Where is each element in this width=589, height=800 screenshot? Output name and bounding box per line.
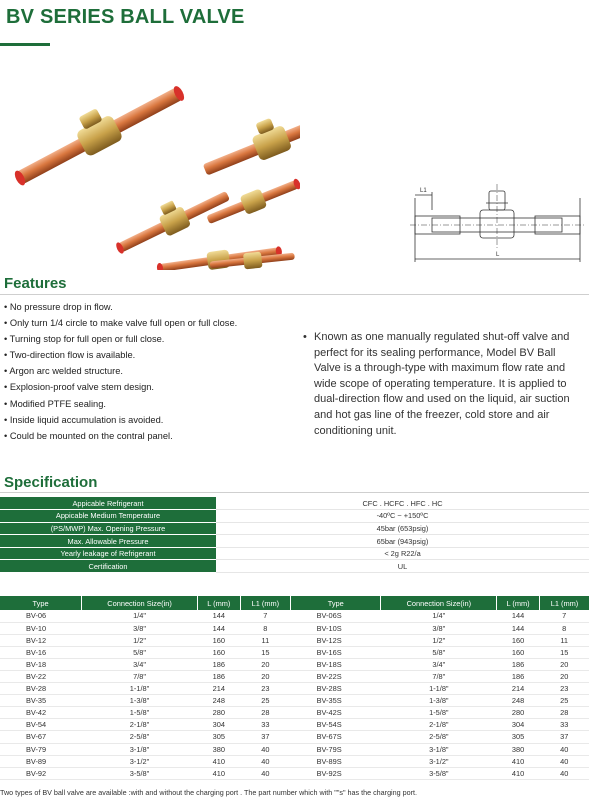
feature-item: • Inside liquid accumulation is avoided.	[4, 412, 237, 428]
spec-row	[0, 510, 589, 523]
table-cell: 280	[497, 707, 540, 719]
table-cell: 1-3/8"	[381, 695, 497, 707]
table-cell: 20	[539, 670, 589, 682]
spec-label: Appicable Medium Temperature	[0, 510, 216, 523]
table-cell: 1-1/8"	[82, 683, 198, 695]
table-cell: 410	[497, 755, 540, 767]
table-cell: BV-28S	[291, 683, 381, 695]
feature-item: • Modified PTFE sealing.	[4, 396, 237, 412]
table-cell: 410	[197, 767, 240, 779]
table-cell: 214	[197, 683, 240, 695]
table-cell: 160	[497, 634, 540, 646]
spec-value: UL	[216, 560, 589, 573]
types-table	[0, 596, 589, 780]
table-cell: 3/8"	[82, 622, 198, 634]
table-cell: 3-1/2"	[82, 755, 198, 767]
footnote: Two types of BV ball valve are available :with and without the charging port . The part number which with ""s" has the charging port.	[0, 788, 418, 797]
table-cell: BV-42	[0, 707, 82, 719]
column-header: L (mm)	[497, 596, 540, 610]
table-cell: 23	[539, 683, 589, 695]
table-cell: 2-5/8"	[381, 731, 497, 743]
spec-row	[0, 497, 589, 510]
table-cell: 37	[539, 731, 589, 743]
table-cell: 23	[240, 683, 290, 695]
spec-value: CFC . HCFC . HFC . HC	[216, 497, 589, 510]
page-title: BV SERIES BALL VALVE	[6, 6, 245, 28]
table-cell: 248	[197, 695, 240, 707]
table-cell: 40	[240, 743, 290, 755]
table-cell: 1-5/8"	[381, 707, 497, 719]
table-cell: 3/4"	[82, 658, 198, 670]
table-cell: 3/4"	[381, 658, 497, 670]
table-cell: 160	[197, 634, 240, 646]
valve-top	[196, 90, 300, 182]
feature-item: • Argon arc welded structure.	[4, 363, 237, 379]
product-description	[303, 330, 585, 439]
table-cell: 37	[240, 731, 290, 743]
spec-label: (PS/MWP) Max. Opening Pressure	[0, 522, 216, 535]
specification-table	[0, 497, 589, 573]
column-header: L1 (mm)	[240, 596, 290, 610]
features-list	[4, 299, 237, 444]
table-cell: BV-06	[0, 610, 82, 622]
table-cell: 1-3/8"	[82, 695, 198, 707]
table-cell: 11	[240, 634, 290, 646]
table-cell: BV-35	[0, 695, 82, 707]
table-cell: BV-89S	[291, 755, 381, 767]
table-cell: 380	[197, 743, 240, 755]
table-cell: BV-22	[0, 670, 82, 682]
table-row	[0, 610, 589, 622]
table-cell: 15	[539, 646, 589, 658]
table-cell: 40	[539, 755, 589, 767]
feature-item: • Explosion-proof valve stem design.	[4, 379, 237, 395]
spec-label: Certification	[0, 560, 216, 573]
table-cell: BV-10	[0, 622, 82, 634]
column-header: Connection Size(in)	[381, 596, 497, 610]
spec-row	[0, 535, 589, 548]
table-row	[0, 646, 589, 658]
table-cell: 160	[497, 646, 540, 658]
table-cell: 2-5/8"	[82, 731, 198, 743]
spec-value: -40ºC ~ +150ºC	[216, 510, 589, 523]
table-cell: 28	[539, 707, 589, 719]
column-header: L1 (mm)	[539, 596, 589, 610]
table-cell: 20	[539, 658, 589, 670]
table-cell: 305	[497, 731, 540, 743]
table-cell: 1/2"	[381, 634, 497, 646]
feature-item: • Turning stop for full open or full close.	[4, 331, 237, 347]
table-cell: 380	[497, 743, 540, 755]
table-cell: 280	[197, 707, 240, 719]
table-cell: BV-92	[0, 767, 82, 779]
spec-label: Appicable Refrigerant	[0, 497, 216, 510]
table-cell: BV-16	[0, 646, 82, 658]
table-row	[0, 767, 589, 779]
table-cell: 3-1/8"	[381, 743, 497, 755]
table-cell: 248	[497, 695, 540, 707]
table-cell: 410	[197, 755, 240, 767]
table-cell: 20	[240, 670, 290, 682]
table-cell: BV-79S	[291, 743, 381, 755]
table-cell: 3-5/8"	[82, 767, 198, 779]
spec-value: < 2g R22/a	[216, 547, 589, 560]
valve-large	[4, 69, 189, 193]
technical-drawing	[410, 180, 585, 265]
specification-heading: Specification	[4, 474, 98, 491]
table-cell: BV-67	[0, 731, 82, 743]
feature-item: • Could be mounted on the contral panel.	[4, 428, 237, 444]
table-cell: 15	[240, 646, 290, 658]
spec-value: 45bar (653psig)	[216, 522, 589, 535]
table-cell: BV-12	[0, 634, 82, 646]
table-cell: 7/8"	[381, 670, 497, 682]
table-row	[0, 695, 589, 707]
table-cell: 7/8"	[82, 670, 198, 682]
table-cell: 3-5/8"	[381, 767, 497, 779]
table-cell: 160	[197, 646, 240, 658]
table-cell: 7	[240, 610, 290, 622]
table-cell: 1-1/8"	[381, 683, 497, 695]
table-row	[0, 658, 589, 670]
column-header: Connection Size(in)	[82, 596, 198, 610]
table-cell: BV-10S	[291, 622, 381, 634]
spec-value: 65bar (943psig)	[216, 535, 589, 548]
table-cell: 33	[539, 719, 589, 731]
table-cell: 2-1/8"	[381, 719, 497, 731]
table-cell: 3-1/2"	[381, 755, 497, 767]
table-cell: 5/8"	[381, 646, 497, 658]
table-cell: 186	[497, 658, 540, 670]
table-cell: BV-54S	[291, 719, 381, 731]
spec-row	[0, 547, 589, 560]
table-cell: BV-22S	[291, 670, 381, 682]
spec-row	[0, 522, 589, 535]
table-cell: 25	[240, 695, 290, 707]
table-cell: 1/4"	[381, 610, 497, 622]
table-cell: 40	[539, 767, 589, 779]
column-header: Type	[291, 596, 381, 610]
product-photo	[0, 60, 300, 270]
table-cell: 33	[240, 719, 290, 731]
table-cell: 1-5/8"	[82, 707, 198, 719]
spec-label: Max. Allowable Pressure	[0, 535, 216, 548]
table-cell: BV-18S	[291, 658, 381, 670]
table-cell: 186	[197, 658, 240, 670]
table-cell: BV-92S	[291, 767, 381, 779]
dim-label-l1: L1	[420, 188, 427, 194]
table-cell: 304	[197, 719, 240, 731]
table-cell: 2-1/8"	[82, 719, 198, 731]
features-heading: Features	[4, 275, 67, 292]
table-cell: BV-28	[0, 683, 82, 695]
table-cell: BV-06S	[291, 610, 381, 622]
table-cell: 40	[240, 755, 290, 767]
table-row	[0, 731, 589, 743]
table-row	[0, 622, 589, 634]
table-cell: 8	[240, 622, 290, 634]
table-cell: 214	[497, 683, 540, 695]
table-cell: 3/8"	[381, 622, 497, 634]
features-divider	[0, 294, 589, 295]
column-header: L (mm)	[197, 596, 240, 610]
spec-label: Yearly leakage of Refrigerant	[0, 547, 216, 560]
table-cell: 305	[197, 731, 240, 743]
feature-item: • Two-direction flow is available.	[4, 347, 237, 363]
table-cell: BV-12S	[291, 634, 381, 646]
table-cell: 5/8"	[82, 646, 198, 658]
table-cell: 7	[539, 610, 589, 622]
table-cell: 304	[497, 719, 540, 731]
table-row	[0, 683, 589, 695]
feature-item: • Only turn 1/4 circle to make valve full open or full close.	[4, 315, 237, 331]
table-row	[0, 634, 589, 646]
table-row	[0, 707, 589, 719]
table-cell: 40	[539, 743, 589, 755]
feature-item: • No pressure drop in flow.	[4, 299, 237, 315]
table-cell: 410	[497, 767, 540, 779]
specification-divider	[0, 492, 589, 493]
table-cell: 144	[497, 610, 540, 622]
table-cell: BV-79	[0, 743, 82, 755]
table-row	[0, 670, 589, 682]
table-cell: 1/4"	[82, 610, 198, 622]
table-cell: 25	[539, 695, 589, 707]
table-cell: BV-16S	[291, 646, 381, 658]
bullet-icon: •	[303, 331, 307, 343]
table-cell: 28	[240, 707, 290, 719]
table-cell: 1/2"	[82, 634, 198, 646]
table-cell: 144	[197, 610, 240, 622]
table-cell: 3-1/8"	[82, 743, 198, 755]
table-cell: 186	[497, 670, 540, 682]
dim-label-l: L	[496, 252, 500, 258]
table-cell: BV-18	[0, 658, 82, 670]
table-row	[0, 755, 589, 767]
table-cell: 8	[539, 622, 589, 634]
description-text: Known as one manually regulated shut-off valve and perfect for its sealing performance, Model BV Ball Valve is a through-type with maximum flow rate and wide scope of operating temperature. It is applied to dual-direction flow and used on the liquid, air suction and hot gas line of the freezer, cold store and air conditioning unit.	[314, 331, 570, 437]
table-cell: BV-89	[0, 755, 82, 767]
column-header: Type	[0, 596, 82, 610]
table-cell: 144	[197, 622, 240, 634]
table-cell: BV-35S	[291, 695, 381, 707]
table-row	[0, 719, 589, 731]
title-underline	[0, 43, 50, 46]
table-cell: BV-54	[0, 719, 82, 731]
table-cell: 40	[240, 767, 290, 779]
table-cell: 186	[197, 670, 240, 682]
table-cell: BV-42S	[291, 707, 381, 719]
table-cell: 144	[497, 622, 540, 634]
table-cell: 11	[539, 634, 589, 646]
table-cell: 20	[240, 658, 290, 670]
table-row	[0, 743, 589, 755]
spec-row	[0, 560, 589, 573]
table-cell: BV-67S	[291, 731, 381, 743]
